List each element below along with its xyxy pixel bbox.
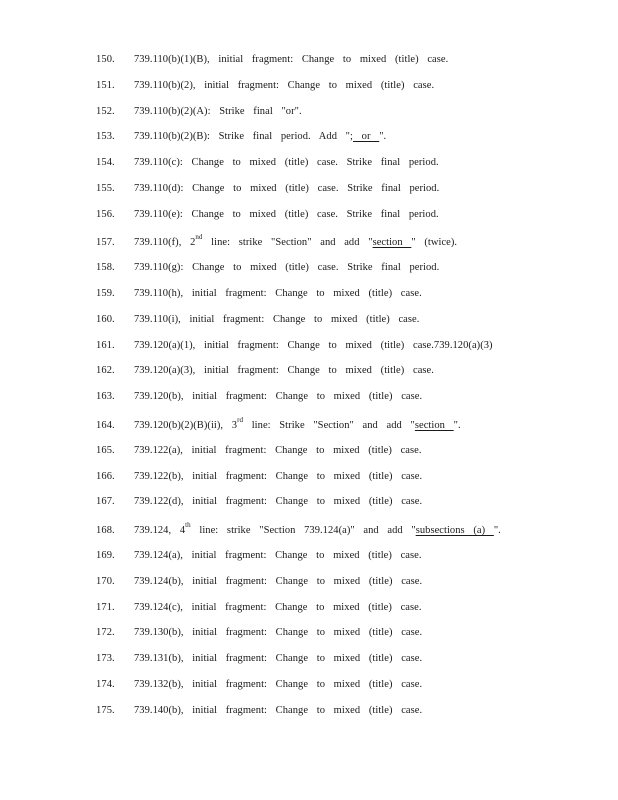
underlined-insertion: section [414, 419, 454, 431]
list-item [0, 50, 618, 76]
text-segment: 739.110(f), 2 [134, 237, 196, 249]
item-number: 169. [96, 550, 115, 561]
text-segment: 739.110(b)(2)(A): Strike final "or". [134, 105, 302, 117]
item-text [134, 258, 439, 278]
item-number: 166. [96, 470, 115, 482]
item-number: 168. [96, 525, 115, 536]
item-number: 158. [96, 262, 115, 274]
list-item [0, 546, 618, 572]
item-text [134, 492, 422, 512]
text-segment: 739.124, 4 [134, 525, 186, 536]
item-number: 164. [96, 419, 115, 431]
list-item [0, 518, 618, 546]
text-segment: 739.122(d), initial fragment: Change to mixed (title) case. [134, 496, 423, 508]
text-segment: 739.110(b)(2)(B): Strike final period. Add "; [134, 131, 353, 143]
item-number: 150. [96, 54, 115, 65]
item-text [134, 701, 422, 721]
text-segment: line: Strike "Section" and add " [243, 419, 415, 431]
item-number: 170. [96, 575, 115, 587]
list-item [0, 230, 618, 258]
underlined-insertion: or [353, 131, 380, 143]
text-segment: " (twice). [411, 237, 458, 249]
text-segment: ". [493, 525, 501, 536]
text-segment: 739.110(b)(2), initial fragment: Change to mixed (title) case. [134, 79, 435, 91]
item-text [134, 546, 422, 566]
item-number: 161. [96, 339, 115, 351]
item-text [134, 50, 448, 70]
item-text [134, 521, 501, 541]
text-segment: 739.124(b), initial fragment: Change to mixed (title) case. [134, 575, 423, 587]
text-segment: 739.130(b), initial fragment: Change to mixed (title) case. [134, 627, 423, 639]
item-number: 153. [96, 131, 115, 143]
item-text [134, 598, 422, 618]
underlined-insertion: subsections (a) [415, 525, 494, 536]
list-item [0, 76, 618, 102]
text-segment: 739.110(i), initial fragment: Change to mixed (title) case. [134, 313, 420, 325]
item-number: 157. [96, 237, 115, 249]
list-item [0, 675, 618, 701]
text-segment: 739.122(a), initial fragment: Change to mixed (title) case. [134, 444, 422, 456]
list-item [0, 701, 618, 727]
item-text [134, 336, 493, 356]
list-item [0, 336, 618, 362]
item-text [134, 675, 422, 695]
amendment-list [0, 50, 618, 726]
underlined-insertion: section [372, 237, 412, 249]
list-item [0, 258, 618, 284]
list-item [0, 310, 618, 336]
list-item [0, 179, 618, 205]
text-segment: 739.131(b), initial fragment: Change to mixed (title) case. [134, 653, 423, 664]
text-segment: 739.110(g): Change to mixed (title) case. Strike final period. [134, 262, 440, 274]
text-segment: 739.120(a)(1), initial fragment: Change to mixed (title) case.739.120(a)(3) [134, 339, 493, 351]
item-number: 172. [96, 627, 115, 639]
item-text [134, 387, 422, 407]
item-text [134, 233, 457, 253]
list-item [0, 284, 618, 310]
text-segment: 739.110(h), initial fragment: Change to mixed (title) case. [134, 288, 422, 299]
item-text [134, 153, 439, 173]
item-text [134, 205, 439, 225]
text-segment: 739.122(b), initial fragment: Change to mixed (title) case. [134, 470, 423, 482]
item-text [134, 76, 434, 96]
item-text [134, 572, 422, 592]
text-segment: 739.110(e): Change to mixed (title) case. Strike final period. [134, 208, 439, 220]
list-item [0, 153, 618, 179]
ordinal-suffix: th [185, 521, 191, 529]
item-text [134, 361, 434, 381]
list-item [0, 623, 618, 649]
item-number: 165. [96, 444, 115, 456]
list-item [0, 361, 618, 387]
list-item [0, 102, 618, 128]
text-segment: 739.124(c), initial fragment: Change to mixed (title) case. [134, 601, 422, 613]
text-segment: line: strike "Section 739.124(a)" and add " [190, 525, 416, 536]
item-number: 163. [96, 391, 115, 402]
item-number: 173. [96, 653, 115, 664]
text-segment: 739.120(a)(3), initial fragment: Change to mixed (title) case. [134, 365, 434, 377]
list-item [0, 413, 618, 441]
item-text [134, 441, 422, 461]
list-item [0, 467, 618, 493]
text-segment: 739.110(b)(1)(B), initial fragment: Change to mixed (title) case. [134, 54, 449, 65]
item-number: 167. [96, 496, 115, 508]
text-segment: ". [453, 419, 461, 431]
text-segment: line: strike "Section" and add " [202, 237, 373, 249]
item-number: 174. [96, 678, 115, 690]
text-segment: 739.120(b)(2)(B)(ii), 3 [134, 419, 238, 431]
item-number: 160. [96, 313, 115, 325]
item-text [134, 102, 302, 122]
text-segment: 739.124(a), initial fragment: Change to mixed (title) case. [134, 550, 422, 561]
list-item [0, 572, 618, 598]
item-text [134, 416, 461, 436]
item-number: 156. [96, 208, 115, 220]
item-text [134, 179, 439, 199]
item-number: 151. [96, 79, 115, 91]
list-item [0, 387, 618, 413]
list-item [0, 127, 618, 153]
ordinal-suffix: nd [195, 233, 203, 242]
item-number: 175. [96, 704, 115, 716]
item-number: 152. [96, 105, 115, 117]
ordinal-suffix: rd [237, 415, 244, 424]
item-number: 154. [96, 157, 115, 168]
text-segment: 739.110(c): Change to mixed (title) case. Strike final period. [134, 157, 439, 168]
item-text [134, 310, 419, 330]
text-segment: 739.132(b), initial fragment: Change to mixed (title) case. [134, 678, 423, 690]
item-text [134, 623, 422, 643]
text-segment: 739.140(b), initial fragment: Change to mixed (title) case. [134, 704, 423, 716]
list-item [0, 598, 618, 624]
item-text [134, 467, 422, 487]
text-segment: 739.120(b), initial fragment: Change to mixed (title) case. [134, 391, 423, 402]
text-segment: 739.110(d): Change to mixed (title) case. Strike final period. [134, 182, 440, 194]
list-item [0, 649, 618, 675]
item-number: 159. [96, 288, 115, 299]
text-segment: ". [379, 131, 387, 143]
item-number: 162. [96, 365, 115, 377]
item-text [134, 649, 422, 669]
item-number: 155. [96, 182, 115, 194]
item-text [134, 127, 386, 147]
list-item [0, 205, 618, 231]
item-text [134, 284, 422, 304]
list-item [0, 441, 618, 467]
item-number: 171. [96, 601, 115, 613]
list-item [0, 492, 618, 518]
